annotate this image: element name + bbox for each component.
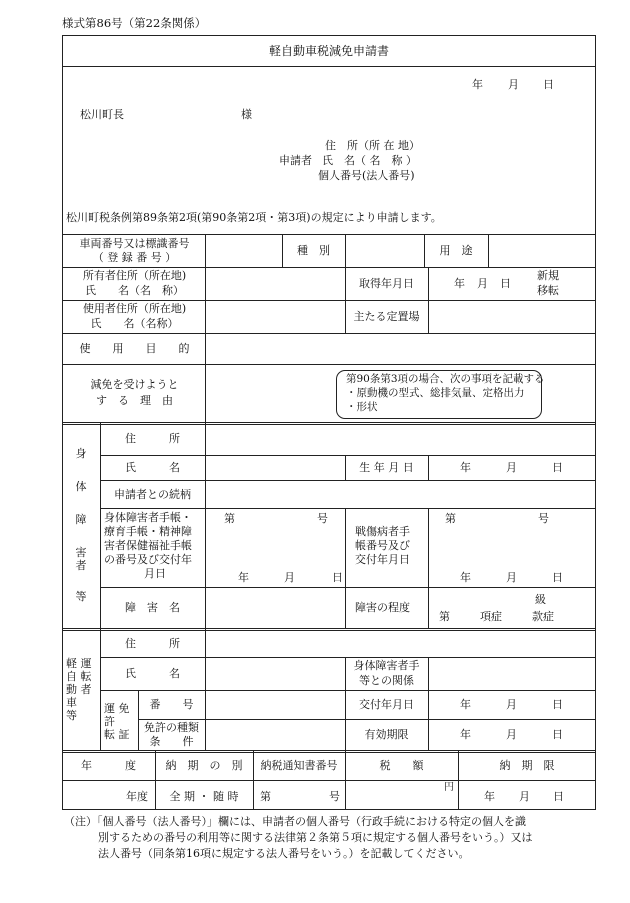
divider [100,587,596,588]
disabled-name-label: 氏 名 [125,461,180,474]
acquired-year-label: 年 [454,277,465,290]
acquired-date-label: 取得年月日 [359,277,414,290]
disabled-side-char: 障 [75,513,87,526]
note-line-1: （注）「個人番号（法人番号）」欄には、申請者の個人番号（行政手続における特定の個人を識 [64,815,526,828]
divider [100,480,596,481]
divider [488,234,489,267]
handbook-label-line: 月日 [144,567,166,580]
degree-dai-label: 第 [439,610,450,623]
vehicle-type-label: 種 別 [297,244,330,257]
applicant-prefix: 申請者 [279,154,312,167]
license-number-label: 番 号 [149,698,194,711]
divider [428,455,429,480]
handbook-day-label: 日 [332,571,343,584]
divider [62,300,596,301]
war-handbook-day-label: 日 [552,571,563,584]
license-expiry-year-label: 年 [460,728,471,741]
tax-due-month-label: 月 [519,790,530,803]
war-handbook-label-line: 戦傷病者手 [355,525,410,538]
form-number: 様式第86号（第22条関係） [62,16,207,30]
plate-number-label: 車両番号又は標識番号 [79,237,190,250]
divider [428,657,429,750]
handbook-label-line: の番号及び交付年 [104,553,192,566]
license-kind-label: 免許の種類 [144,721,199,734]
divider [62,234,596,235]
birth-year-label: 年 [460,461,471,474]
disabled-side-char: 害 [75,546,87,559]
usage-purpose-label: 使 用 目 的 [79,342,190,355]
disabled-side-char: 身 [75,447,87,460]
driver-side-line: 動 者 [66,683,92,696]
relation-with-disabled-label: 身体障害者手 [353,659,420,672]
driver-side-line: 軽 運 [66,657,92,670]
registration-number-label: （ 登 録 番 号 ） [92,251,177,264]
war-handbook-no-prefix: 第 [445,512,456,525]
birth-month-label: 月 [506,461,517,474]
license-issue-date-label: 交付年月日 [359,698,414,711]
disabled-address-label: 住 所 [125,432,180,445]
license-side-line: 許 [104,715,115,728]
degree-kansho-label: 款症 [532,610,554,623]
divider [62,422,596,425]
handbook-label-line: 身体障害者手帳・ [104,511,192,524]
driver-name-label: 氏 名 [125,667,180,680]
relation-to-applicant-label: 申請者との続柄 [114,488,191,501]
divider [138,719,596,720]
owner-name-label: 氏 名（名 称） [85,284,184,297]
war-handbook-label-line: 帳番号及び [355,539,410,552]
form-title: 軽自動車税減免申請書 [268,44,389,58]
divider [205,628,206,750]
driver-side-line: 等 [66,709,77,722]
divider [100,422,101,628]
vehicle-use-label: 用 途 [439,244,473,257]
disabled-side-char: 者 [75,559,87,572]
handbook-year-label: 年 [238,571,249,584]
date-month-label: 月 [508,78,519,91]
license-expiry-month-label: 月 [506,728,517,741]
acquired-day-label: 日 [500,277,511,290]
user-name-label: 氏 名（名称） [90,317,179,330]
war-handbook-no-suffix: 号 [538,512,549,525]
disability-name-label: 障 害 名 [125,601,180,614]
divider [100,657,596,658]
user-address-label: 使用者住所（所在地) [82,302,187,315]
license-issue-year-label: 年 [460,698,471,711]
divider [205,422,206,628]
divider [100,690,596,691]
tax-amount-header: 税 額 [379,759,424,772]
war-handbook-label-line: 交付年月日 [355,553,410,566]
license-condition-label: 条 件 [149,735,194,748]
divider [428,508,429,628]
note-line-3: 法人番号（同条第16項に規定する法人番号をいう。）を記載してください。 [98,847,470,860]
owner-address-label: 所有者住所（所在地) [82,269,187,282]
date-year-label: 年 [472,78,483,91]
divider [205,234,206,422]
tax-notice-prefix: 第 [260,790,271,803]
birth-day-label: 日 [552,461,563,474]
tax-period-type-value: 全 期 ・ 随 時 [169,790,239,803]
new-registration-label: 新規 [537,269,559,282]
applicant-number-label: 個人番号(法人番号) [318,169,415,182]
tax-period-type-header: 納 期 の 別 [165,759,243,772]
license-side-line: 転 証 [104,728,130,741]
date-day-label: 日 [543,78,554,91]
divider [100,455,596,456]
divider [100,508,596,509]
addressee-mayor: 松川町長 [80,108,124,121]
divider [428,267,429,333]
storage-location-label: 主たる定置場 [353,310,420,323]
license-expiry-day-label: 日 [552,728,563,741]
handbook-label-line: 害者保健福祉手帳 [104,539,192,552]
tax-notice-suffix: 号 [329,790,340,803]
divider [62,267,596,268]
birth-date-label: 生 年 月 日 [359,461,414,474]
reduction-reason-label-2: す る 理 由 [96,394,173,407]
tax-yen-label: 円 [444,782,454,793]
handbook-no-suffix: 号 [317,512,328,525]
driver-side-line: 車 [66,696,77,709]
war-handbook-year-label: 年 [460,571,471,584]
handbook-label-line: 療育手帳・精神障 [104,525,192,538]
disabled-side-char: 等 [75,590,87,603]
license-side-line: 運 免 [104,702,130,715]
reason-note-line-3: ・形状 [346,401,378,413]
tax-due-day-label: 日 [553,790,564,803]
transfer-label: 移転 [537,284,559,297]
disability-degree-label: 障害の程度 [355,601,410,614]
license-expiry-label: 有効期限 [364,728,409,741]
applicant-address-label: 住 所（所 在 地） [325,139,420,152]
driver-address-label: 住 所 [125,637,180,650]
tax-due-date-header: 納 期 限 [499,759,555,772]
tax-year-value: 年度 [126,790,148,803]
divider [62,66,596,67]
tax-year-header: 年 度 [81,759,136,772]
tax-notice-number-header: 納税通知書番号 [260,759,338,772]
war-handbook-month-label: 月 [506,571,517,584]
addressee-honorific: 様 [241,108,252,121]
applicant-name-label: 氏 名（ 名 称 ） [322,154,417,167]
driver-side-line: 自 転 [66,670,92,683]
divider [62,333,596,334]
relation-with-disabled-label-2: 等との関係 [359,674,414,687]
note-line-2: 別するための番号の利用等に関する法律第２条第５項に規定する個人番号をいう。）又は [98,831,533,844]
degree-kou-label: 項症 [480,610,502,623]
divider [62,780,596,781]
disabled-side-char: 体 [75,480,87,493]
divider [345,508,346,628]
license-issue-month-label: 月 [506,698,517,711]
reduction-reason-label: 減免を受けようと [90,378,179,391]
handbook-month-label: 月 [284,571,295,584]
acquired-month-label: 月 [477,277,488,290]
reason-note-line-2: ・原動機の型式、総排気量、定格出力 [346,387,525,399]
divider [62,628,596,631]
application-statement: 松川町税条例第89条第2項(第90条第2項・第3項)の規定により申請します。 [66,211,442,224]
divider [62,364,596,365]
reason-note-line-1: 第90条第3項の場合、次の事項を記載する [346,373,545,385]
degree-kyu-label: 級 [535,593,546,606]
divider [62,750,596,753]
tax-due-year-label: 年 [484,790,495,803]
license-issue-day-label: 日 [552,698,563,711]
handbook-no-prefix: 第 [224,512,235,525]
